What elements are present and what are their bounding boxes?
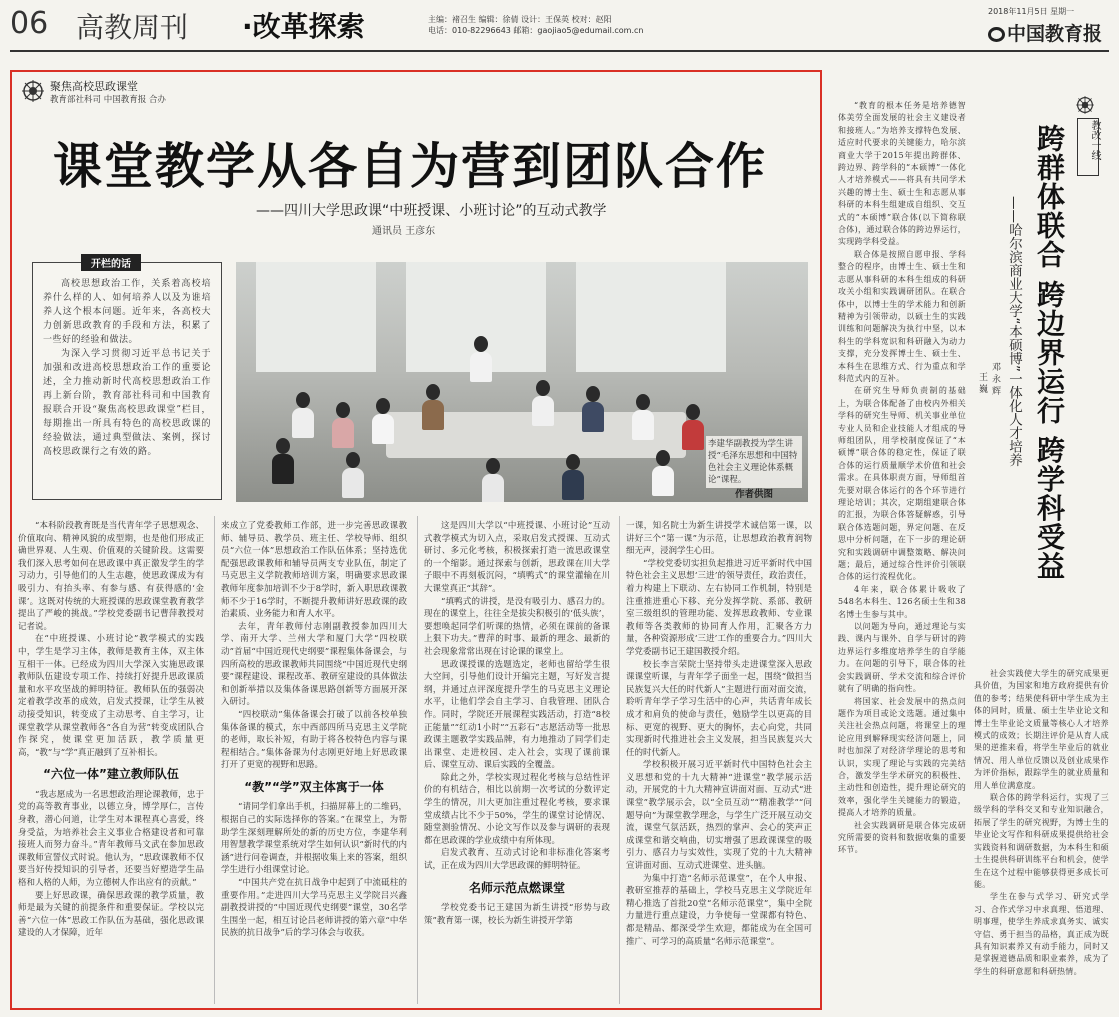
body-paragraph: 将国家、社会发展中的热点问题作为项目或论文选题。通过集中关注社会热点问题，将课堂上的理论应用到解释现实经济问题上，同时也加深了对经济学理论的思考和认识，实现了理论与实践的完美结合，激发学生学术研究的积极性、主动性和创造性，提升理论研究的效率，强化学生关键能力的锻造，提高人才培养的质量。 <box>838 696 966 818</box>
article-column-1 <box>18 520 204 940</box>
body-paragraph: 以问题为导向，通过理论与实践、课内与课外、自学与研讨的跨边界运行多维度培养学生的自学能力。在问题的引导下，联合体的社会实践调研、学术交流和综合评价就有了明确的指向性。 <box>838 622 966 694</box>
body-paragraph: “教育的根本任务是培养德智体美劳全面发展的社会主义建设者和接班人。”为培养支撑特色发展、适应时代要求的关键能力，哈尔滨商业大学于2015年提出跨群体、跨边界、跨学科的“本硕博”一体化人才培养模式——将具有共同学术兴趣的博士生、硕士生和志愿从事科研的本科生组建成自组织、交互式的“本硕博”联合体(以下简称联合体)，通过联合体的跨边界运行，实现跨学科受益。 <box>838 101 966 247</box>
body-paragraph: 启发式教育、互动式讨论和非标准化答案考试，正在成为四川大学思政课的鲜明特征。 <box>424 848 610 872</box>
body-paragraph: 去年，青年教师付志刚副教授参加四川大学、南开大学、兰州大学和厦门大学“四校联动”首届“中国近现代史纲要”课程集体备课会，与四所高校的思政课教师共同围绕“中国近现代史纲要”课程建设、课程改革、教研室建设的具体做法和创新举措以及集体备课思路创新等方面展开深入研讨。 <box>221 621 407 708</box>
article-column-4 <box>626 520 812 948</box>
body-paragraph: 在“中班授课、小班讨论”教学模式的实践中，学生是学习主体，教师是教育主体，双主体互相干一体。已经成为四川大学深入实施思政课教师队伍建设专项工作、持续打好提升思政课质量和水平攻坚战的鲜明特征。教师队伍的强弱决定着教学改革的成效，启发式授课，让学生从被动接受知识，转变成了主动思考、自主学习，让课堂教学从课堂教师各“各自为营”转变成团队合作探究，使课堂更加活跃，教学质量更高，“教”与“学”真正融到了互补相长。 <box>18 634 204 758</box>
article-column-3 <box>424 520 610 927</box>
logo-text: 中国教育报 <box>1007 23 1103 45</box>
article-subhead: ——四川大学思政课“中班授课、小班讨论”的互动式教学 <box>256 203 607 219</box>
column-divider <box>214 516 215 1004</box>
section-heading: 名师示范点燃课堂 <box>468 880 565 895</box>
side-article-kicker: 教改一线 <box>1089 120 1100 160</box>
column-name: 聚焦高校思政课堂 <box>50 80 138 93</box>
body-paragraph: “中国共产党在抗日战争中起到了中流砥柱的重要作用。”走进四川大学马克思主义学院吕兴鑫副教授讲授的“中国近现代史纲要”课堂，30名学生围坐一起，相互讨论吕老师讲授的第六章“中华民族的抗日战争”后的学习体会与收获。 <box>221 878 407 939</box>
body-paragraph: “我志愿成为一名思想政治理论课教师，忠于党的高等教育事业，以德立身，博学厚仁，言传身教，潜心问道，让学生对本课程真心喜爱，终身受益，为培养社会主义事业合格建设者和可靠接班人而努力奋斗。”青年教师马文武在参加思政课教师宣誓仪式时说。他认为，“思政课教师不仅要当好传授知识的引导者，还要当好塑造学生品格和人格的人师，为立德树人作出应有的贡献。” <box>18 789 204 889</box>
emblem-icon <box>22 80 44 102</box>
body-paragraph: 为集中打造“名师示范课堂”，在个人申报、教研室推荐的基础上，学校马克思主义学院近年精心推选了首批20堂“名师示范课堂”，集中全院力量进行重点建设，力争使每一堂课都有特色、都是精品、都深受学生欢迎，都能成为在全国可推广、可学习的高质量“名师示范课堂”。 <box>626 873 812 947</box>
body-paragraph: 一课，知名院士为新生讲授学术诚信第一课，以讲好三个“第一课”为示范，让思想政治教育润物细无声，浸润学生心田。 <box>626 521 812 557</box>
opening-note-paragraph: 为深入学习贯彻习近平总书记关于加强和改进高校思想政治工作的重要论述，全力推动新时代高校思想政治工作再上新台阶，教育部社科司和中国教育报联合开设“聚焦高校思政课堂”栏目，每期推出一所具有特色的高校思政课的经验做法，通过典型做法、案例，探讨高校思政课行之有效的路。 <box>43 349 211 457</box>
byline-author: 邓永辉 <box>990 362 1000 398</box>
column-partners: 教育部社科司 中国教育报 合办 <box>50 95 166 105</box>
article-column-2 <box>221 520 407 940</box>
masthead <box>0 0 1119 58</box>
section-heading: “六位一体”建立教师队伍 <box>43 767 179 782</box>
side-article-column-2 <box>974 668 1109 978</box>
paper-section-name: 高教周刊 <box>76 11 189 44</box>
section-title: ·改革探索 <box>242 10 365 43</box>
article-headline: 课堂教学从各自为营到团队合作 <box>52 138 767 195</box>
body-paragraph: 思政课授课的选题选定，老师也留给学生很大空间，引导他们设计开编完主题，写好发言提纲，并通过点评深度提升学生的马克思主义理论水平，让他们学会自主学习、自我管理、团队合作。同时，学院还开展课程实践活动，打造“8校正能量”“红动1小时”“五彩石”志愿活动等一批思政课主题教学实践品牌，有力地推动了同学们走出课堂、走进校园、走入社会，实现了课前课后、课堂互动、课后实践的全覆盖。 <box>424 659 610 771</box>
section-heading: “教”“学”双主体寓于一体 <box>244 779 384 794</box>
body-paragraph: “学校党委切实担负起推进习近平新时代中国特色社会主义思想‘三进’的领导责任，政治责任，着力构建上下联动、左右协同工作机制，特别是注重推进重心下移、充分发挥学院、系部、教研室三级组织的管理功能、发挥思政教师、专业课教师等各类教师的协同育人作用，汇聚各方力量，各种资源形成‘三进’工作的重要合力。”四川大学党委副书记王建国教授介绍。 <box>626 558 812 657</box>
opening-note <box>32 259 222 500</box>
body-paragraph: “请同学们拿出手机，扫描屏幕上的二维码，根据自己的实际选择你的答案。”在课堂上，为帮助学生深刻理解所处的新的历史方位，李建华利用智慧教学课堂系统对学生如何认识“新时代的内涵”进行问卷调查，并根据收集上来的答案，组织学生进行小组课堂讨论。 <box>221 802 407 876</box>
body-paragraph: 社会实践调研是联合体完成研究所需要的资料和数据收集的重要环节。 <box>838 820 966 855</box>
body-paragraph: 学校积极开展习近平新时代中国特色社会主义思想和党的十九大精神“进课堂”教学展示活动，开展党的十九大精神宣讲面对面、互动式“进课堂”教学展示会，以“全员互动”“精准教学”“问题导向”为课堂教学理念，与学生广泛开展互动交流，课堂气氛活跃，热烈的掌声、会心的笑声正成课堂和谐交响曲，切实增强了思政课课堂的吸引力、感召力与实效性，实现了党的十九大精神宣讲面对面、互动式进课堂、进头脑。 <box>626 760 812 872</box>
editorial-credits <box>428 14 643 36</box>
column-divider <box>619 516 620 1004</box>
body-paragraph: “填鸭式的讲授，是没有吸引力、感召力的。现在的课堂上，往往全是拔尖积极引的‘低头族’，要想唤起同学们听课的热情，必须在课前的备课上狠下功夫。”曹萍的时事、最新的理念、最新的社会现象常常出现在讨论课的课堂上。 <box>424 596 610 657</box>
body-paragraph: 4年来，联合体累计吸收了548名本科生、126名硕士生和38名博士生参与其中。 <box>838 584 966 619</box>
page-number: 06 <box>10 6 49 41</box>
byline-author: 王巍 <box>977 372 987 396</box>
body-paragraph: “四校联动”集体备课会打破了以前各校单独集体备课的模式，东中西部四所马克思主义学院的老师，取长补短，有助于将各校特色内容与课程相结合。”集体备课为付志刚更好地上好思政课打开了更宽的视野和思路。 <box>221 709 407 771</box>
photo-caption: 李建华副教授为学生讲授“毛泽东思想和中国特色社会主义理论体系概论”课程。 <box>706 436 802 488</box>
body-paragraph: 学校党委书记王建国为新生讲授“形势与政策”教育第一课，校长为新生讲授开学第 <box>424 903 610 926</box>
credits-staff: 主编：褚召生 编辑：徐倩 设计：王保英 校对：赵阳 <box>428 15 612 24</box>
newspaper-logo <box>988 19 1102 46</box>
body-paragraph: 在研究生导师负责制的基础上，为联合体配备了由校内外相关学科的研究生导师、机关事业单位专业人员和企业技能人才组成的导师组团队，用学校制度保证了“本硕博”联合体的稳定性，保证了联合体的运行质量顺学术价值和社会需求。在具体职责方面，导师组首先要对联合体运行的各个环节进行理论培训；其次，定期组建联合体的汇报，为联合体答疑解惑，引导联合体选题问题，界定问题、在反思中分析问题，在下一步的理论研究和实践调研中调整策略、解决问题；最后，通过综合性评价引领联合体的运行流程优化。 <box>838 386 966 582</box>
body-paragraph: 这是四川大学以“中班授课、小班讨论”互动式教学模式为切入点，采取启发式授课、互动式研讨、多元化考核，积极探索打造一流思政课堂的一个缩影。通过探索与创新，思政课在川大学子眼中不再刻板沉闷，“填鸭式”的课堂灌输在川大课堂真正“其辞”。 <box>424 521 610 594</box>
article-byline: 通讯员 王彦东 <box>372 226 436 237</box>
side-article-column-1 <box>838 100 966 857</box>
body-paragraph: 除此之外，学校实现过程化考核与总结性评价的有机结合，相比以前期一次考试的分数评定学生的情况，川大更加注重过程化考核，要求课堂成绩占比不少于50%，学生的课堂讨论情况、随堂测验情况、小论文写作以及参与调研的表现都在思政课的学业成绩中有所体现。 <box>424 772 610 846</box>
side-article-subhead: ——哈尔滨商业大学“本硕博”一体化人才培养 <box>1006 196 1022 467</box>
body-paragraph: 学生在参与式学习、研究式学习、合作式学习中求真理、悟道理、明事理，使学生养成求真务实、诚实守信、勇于担当的品格，真正成为既具有知识素养又有动手能力，同时又是掌握道德品质和职业素养，成为了学生的科研意愿和科研热情。 <box>974 892 1109 976</box>
body-paragraph: 要上好思政课，确保思政课的教学质量，教师是最为关键的前提条件和重要保证。学校以完善“六位一体”思政工作队伍为基础，强化思政课建设的人才保障，近年 <box>18 890 204 939</box>
body-paragraph: “本科阶段教育既是当代青年学子思想观念、价值取向、精神风貌的成型期，也是他们形成正确世界观、人生观、价值观的关键阶段。这需要我们深入思考如何在思政课中真正激发学生的学习动力，引导他们的人生志趣，使思政课成为有吸引力、有抬头率、有参与感、有获得感的‘金课’。这既对传统的大班授课的思政课堂教育教学提出了严峻的挑战。”学校党委副书记曹萍教授对记者说。 <box>18 521 204 632</box>
opening-note-title: 开栏的话 <box>81 254 141 271</box>
newspaper-emblem-icon <box>988 27 1005 42</box>
body-paragraph: 联合体是按照自愿申报、学科整合的程序，由博士生、硕士生和志愿从事科研的本科生组成的科研攻关小组和实践调研团队。在联合体中，以博士生的学术能力和创新精神为引领带动，以硕士生的实践训练和问题解决为执行中坚，以本科生的学科宽识和科研融入为动力支撑，充分发挥博士生、硕士生、本科生在思维方式、行为重点和学科范式内的互补。 <box>838 249 966 383</box>
emblem-icon <box>1076 96 1094 114</box>
credits-contact: 电话：010-82296643 邮箱：gaojiao5@edumail.com.cn <box>428 26 644 35</box>
side-article-byline <box>976 362 1002 398</box>
masthead-rule <box>10 50 1109 52</box>
body-paragraph: 联合体的跨学科运行，实现了三级学科的学科交叉和专业知识融合，拓展了学生的研究视野，为博士生的毕业论文写作和科研成果提供给社会实践资料和调研数据，为本科生和硕士生提供科研训练平台和机会，使学生在这个过程中能够获得更多成长可能。 <box>974 793 1109 889</box>
column-divider <box>417 516 418 1004</box>
body-paragraph: 社会实践使大学生的研究成果更具价值，为国家和地方政府提供有价值的参考；结果使科研中学生成为主体的同时，质量、硕士生毕业论文和博士生毕业论文质量等核心人才培养模式的成效；长期注评价是从育人成果的逆推来看，将学生毕业后的就业情况、用人单位反馈以及创业成果作为评价指标，跟踪学生的就业质量和用人单位满意度。 <box>974 669 1109 790</box>
opening-note-paragraph: 高校思想政治工作，关系着高校培养什么样的人、如何培养人以及为谁培养人这个根本问题。近年来，各高校大力创新思政教育的手段和方法，积累了一些好的经验和做法。 <box>43 279 211 345</box>
body-paragraph: 来成立了党委教师工作部，进一步完善思政课教师、辅导员、教学员、班主任、学校导师、组织员“六位一体”思想政治工作队伍体系；坚持选优配强思政课教师和辅导员两支专业队伍，制定了马克思主义学院教师培训方案，明确要求思政课教师年度参加培训不少于8学时，新入职思政课教师不少于16学时，不断提升教师讲好思政课的政治素质、业务能力和育人水平。 <box>221 521 407 620</box>
photo-credit: 作者供图 <box>735 489 774 500</box>
side-article-headline: 跨群体联合 跨边界运行 跨学科受益 <box>1033 124 1066 581</box>
issue-date: 2018年11月5日 星期一 <box>988 7 1075 16</box>
body-paragraph: 校长李言荣院士坚持带头走进课堂深入思政课课堂听课，与青年学子面坐一起，围绕“做担当民族复兴大任的时代新人”主题进行面对面交流，聆听青年学子学习生活中的心声，共话青年成长成才和肩负的使命与责任，勉励学生以更高的目标、更宽的视野、更大的胸怀，去心向党，共同实现新时代推进社会主义发展，担当民族复兴大任的时代新人。 <box>626 659 812 758</box>
